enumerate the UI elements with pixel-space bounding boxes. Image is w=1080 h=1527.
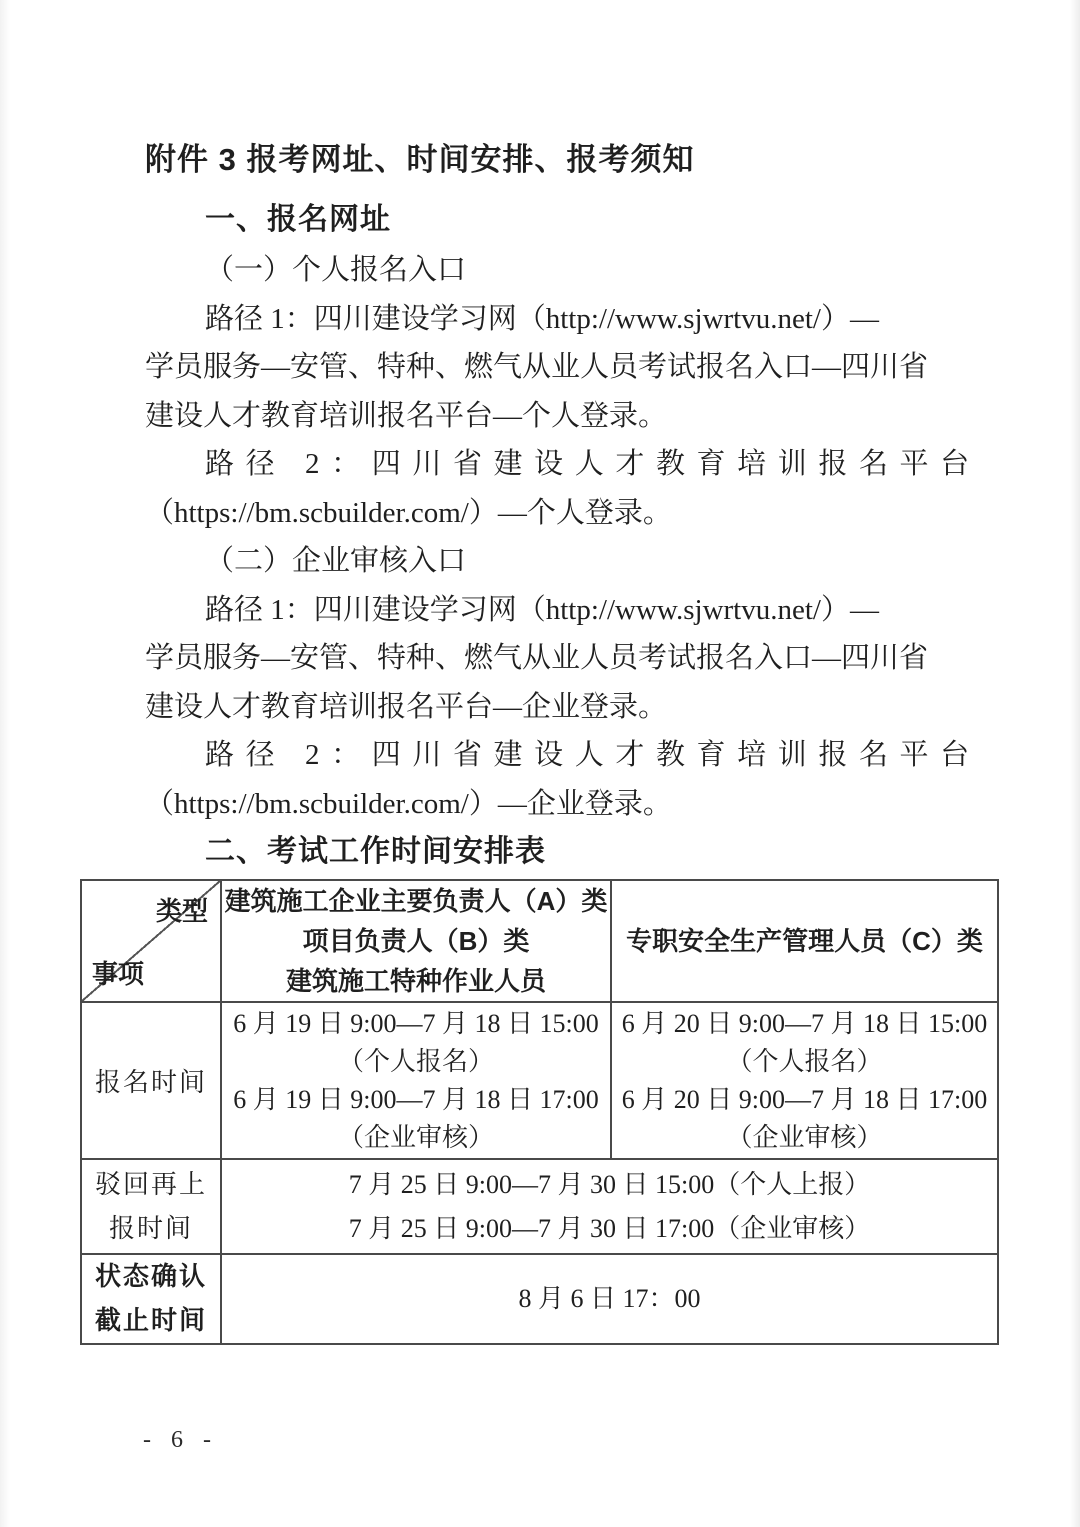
row-label-line: 截止时间 (94, 1306, 207, 1335)
body-line-path2-personal-2: （https://bm.scbuilder.com/）—个人登录。 (145, 496, 672, 529)
exam-schedule-table (80, 879, 999, 1345)
table-header-row (81, 880, 998, 1002)
cell-line: 6 月 19 日 9:00—7 月 18 日 17:00 (233, 1084, 599, 1114)
body-line-path2-enterprise-1: 路径 2：四川省建设人才教育培训报名平台 (205, 739, 981, 771)
page-number: - 6 - (143, 1427, 218, 1453)
body-line-path2-enterprise-2: （https://bm.scbuilder.com/）—企业登录。 (145, 787, 672, 820)
row-label-resubmit-time (81, 1159, 221, 1254)
corner-label-type: 类型 (155, 896, 208, 926)
cell-registration-time-abx (221, 1002, 611, 1159)
cell-registration-time-c (611, 1002, 998, 1159)
body-line-path1-enterprise-1: 路径 1：四川建设学习网（http://www.sjwrtvu.net/）— (205, 593, 879, 626)
cell-line: 6 月 19 日 9:00—7 月 18 日 15:00 (233, 1008, 599, 1038)
doc-title: 附件 3 报考网址、时间安排、报考须知 (145, 142, 695, 177)
table-row-resubmit-time (81, 1159, 998, 1254)
body-line-path2-personal-1: 路径 2：四川省建设人才教育培训报名平台 (205, 448, 981, 480)
subsection-heading-personal-entry: （一）个人报名入口 (205, 254, 467, 286)
row-label-registration-time: 报名时间 (81, 1002, 221, 1159)
column-header-abx-class (221, 880, 611, 1002)
body-line-path1-enterprise-2: 学员服务—安管、特种、燃气从业人员考试报名入口—四川省 (145, 642, 929, 674)
column-header-line: 项目负责人（B）类 (302, 926, 530, 956)
body-line-path1-personal-3: 建设人才教育培训报名平台—个人登录。 (145, 399, 668, 432)
corner-header-cell (81, 880, 221, 1002)
row-label-status-confirm-deadline (81, 1254, 221, 1344)
row-label-line: 状态确认 (94, 1262, 207, 1291)
body-line-path1-personal-2: 学员服务—安管、特种、燃气从业人员考试报名入口—四川省 (145, 351, 929, 383)
section-heading-registration-urls: 一、报名网址 (205, 203, 391, 236)
section-heading-schedule-table: 二、考试工作时间安排表 (205, 835, 546, 868)
row-label-line: 报时间 (108, 1213, 193, 1243)
cell-line: （个人报名） (337, 1046, 494, 1076)
row-label-line: 驳回再上 (94, 1169, 207, 1199)
cell-resubmit-time (221, 1159, 998, 1254)
corner-label-item: 事项 (92, 959, 145, 989)
cell-line: 6 月 20 日 9:00—7 月 18 日 15:00 (621, 1008, 988, 1038)
cell-line: （企业审核） (337, 1122, 494, 1152)
cell-line: 8 月 6 日 17：00 (518, 1284, 701, 1313)
column-header-line: 专职安全生产管理人员（C）类 (626, 926, 983, 956)
body-line-path1-enterprise-3: 建设人才教育培训报名平台—企业登录。 (145, 690, 668, 723)
column-header-line: 建筑施工企业主要负责人（A）类 (224, 886, 608, 916)
cell-status-confirm-deadline (221, 1254, 998, 1344)
cell-line: 6 月 20 日 9:00—7 月 18 日 17:00 (621, 1084, 988, 1114)
cell-line: 7 月 25 日 9:00—7 月 30 日 15:00（个人上报） (348, 1169, 871, 1199)
cell-line: （企业审核） (726, 1122, 883, 1152)
column-header-c-class (611, 880, 998, 1002)
table-row-status-confirm-deadline (81, 1254, 998, 1344)
body-line-path1-personal-1: 路径 1：四川建设学习网（http://www.sjwrtvu.net/）— (205, 302, 879, 335)
table-row-registration-time (81, 1002, 998, 1159)
column-header-line: 建筑施工特种作业人员 (285, 966, 546, 996)
cell-line: （个人报名） (726, 1046, 883, 1076)
subsection-heading-enterprise-entry: （二）企业审核入口 (205, 545, 467, 577)
cell-line: 7 月 25 日 9:00—7 月 30 日 17:00（企业审核） (348, 1213, 871, 1243)
